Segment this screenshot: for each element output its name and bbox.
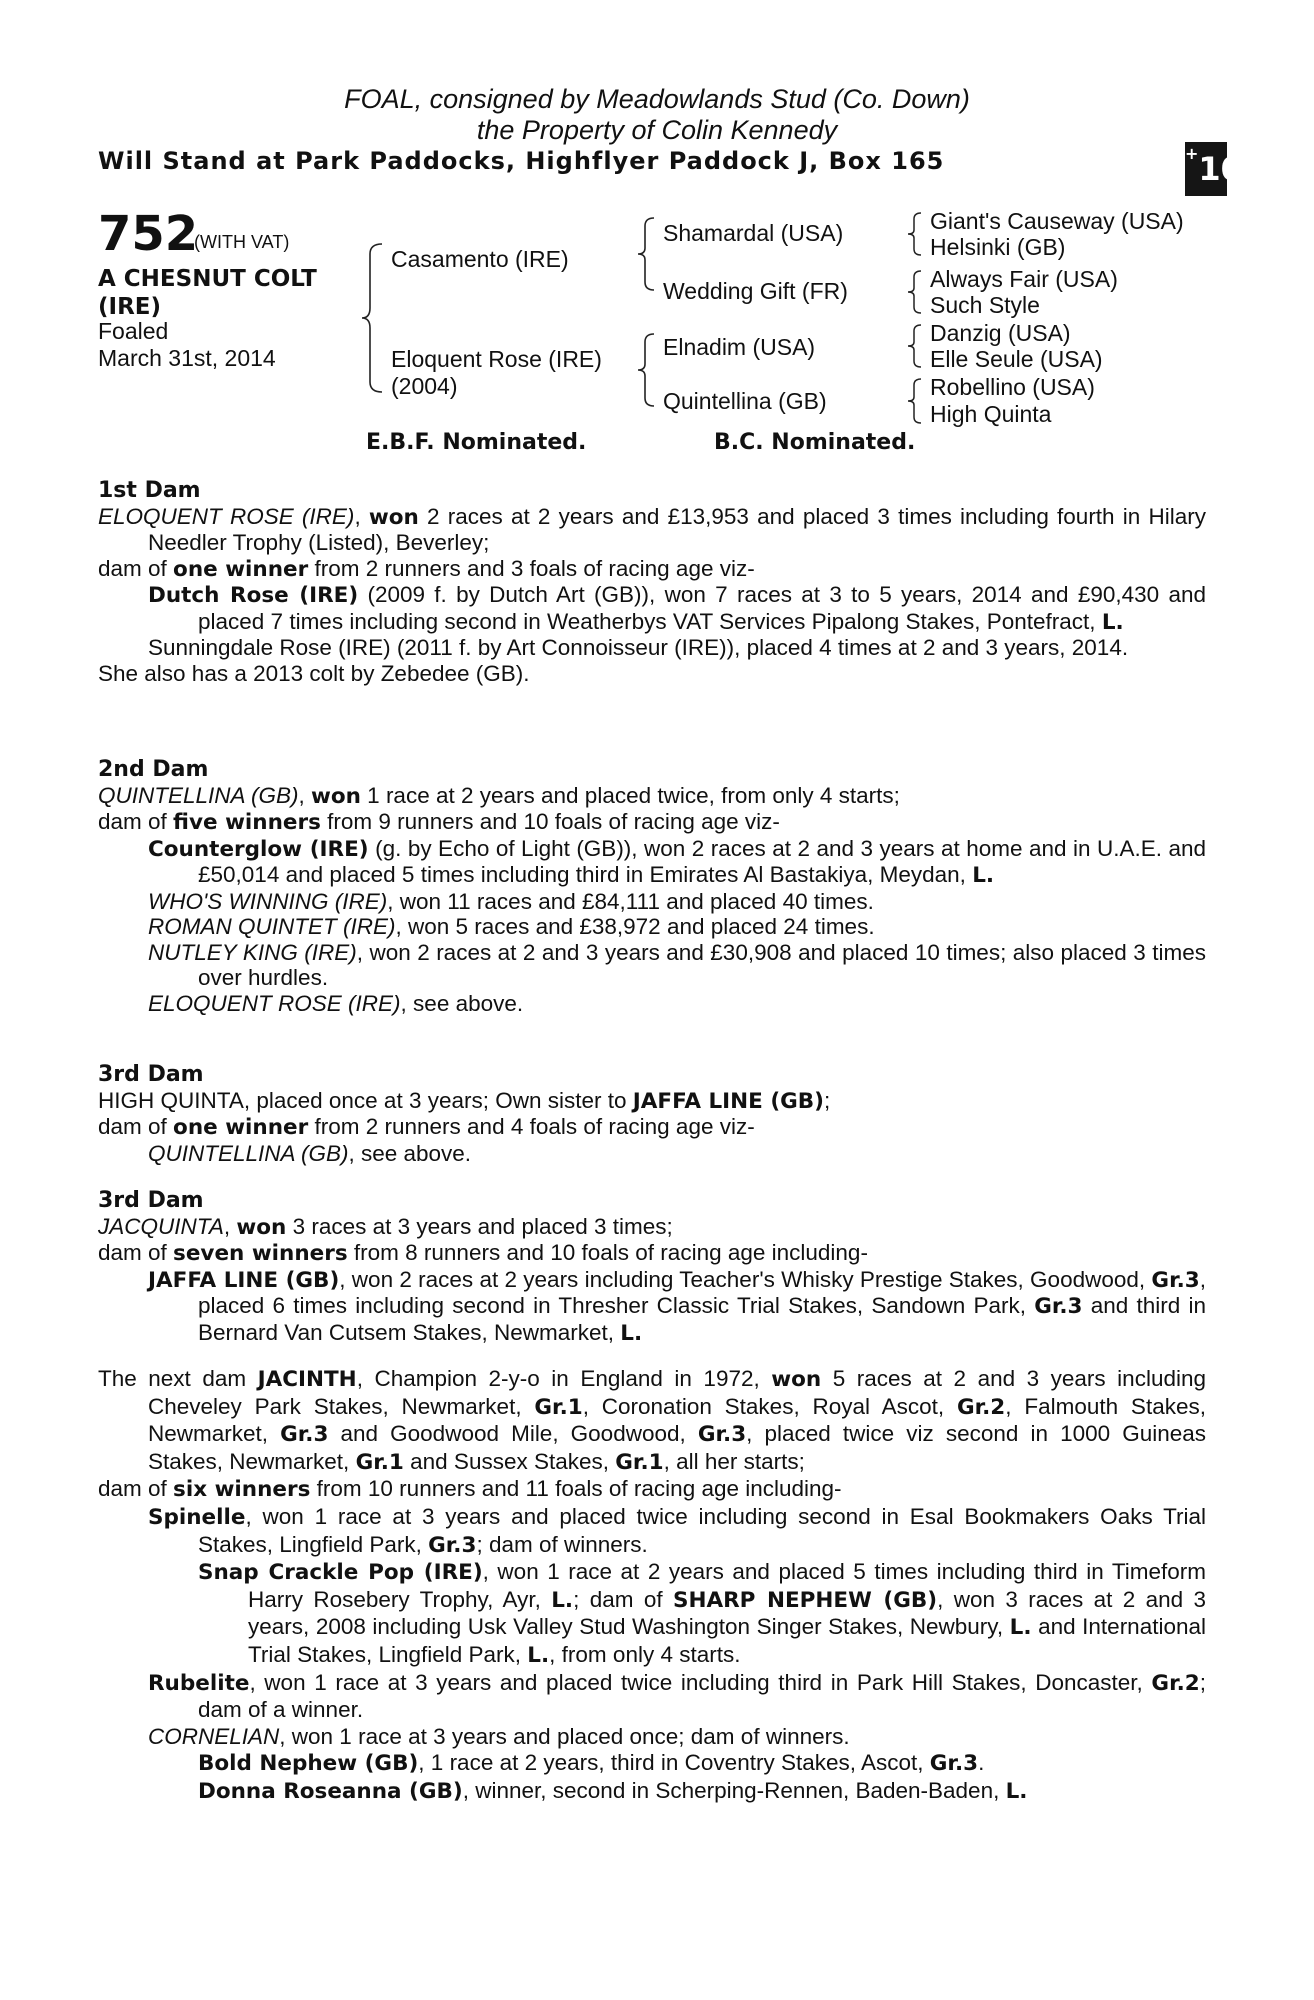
produce-text: from 9 runners and 10 foals of racing age viz- — [320, 809, 780, 834]
dam-record-text: 2 races at 2 years and £13,953 and placed 3 times including fourth in Hilary Needler Trophy (Listed), Beverley; — [148, 503, 1206, 555]
progeny-text: . — [978, 1750, 985, 1776]
second-dam-produce — [98, 809, 1206, 836]
won-label: won — [368, 504, 419, 530]
grade: Gr.3 — [1034, 1294, 1083, 1319]
dam-record-text: 1 race at 2 years and placed twice, from only 4 starts; — [360, 782, 900, 808]
grade: L. — [551, 1587, 574, 1613]
grade: L. — [1009, 1615, 1032, 1641]
damof-label: dam of — [98, 1114, 174, 1139]
dam-year: (2004) — [391, 373, 458, 399]
progeny-entry — [98, 1267, 1206, 1347]
progeny-text: , won 11 races and £84,111 and placed 40 times. — [387, 888, 874, 914]
second-dam-section — [98, 757, 1206, 1016]
dam-sire-dam: Elle Seule (USA) — [930, 346, 1103, 372]
progeny-text: and International Trial Stakes, Lingfield Park, — [248, 1614, 1206, 1667]
third-dam-section-a — [98, 1062, 1206, 1166]
progeny-name: Snap Crackle Pop (IRE) — [198, 1560, 483, 1586]
second-dam-record: QUINTELLINA (GB), won 1 race at 2 years and placed twice, from only 4 starts; — [98, 782, 900, 809]
dam-dam-sire: Robellino (USA) — [930, 374, 1095, 400]
punct: ; — [824, 1087, 831, 1113]
progeny-text: , won 1 race at 3 years and placed once; dam of winners. — [279, 1723, 850, 1749]
dam-name: JACQUINTA — [98, 1213, 224, 1239]
dam: Eloquent Rose (IRE) — [391, 346, 602, 372]
progeny-text: , winner, second in Scherping-Rennen, Baden-Baden, — [462, 1777, 1006, 1803]
progeny-text: , won 1 race at 3 years and placed twice including second in Esal Bookmakers Oaks Trial Stakes, Lingfield Park, — [198, 1503, 1206, 1557]
progeny-name: Donna Roseanna (GB) — [198, 1778, 463, 1804]
sd-brace — [906, 268, 926, 316]
progeny-entry — [98, 889, 1206, 915]
progeny-text: , see above. — [400, 990, 524, 1016]
ebf-nominated: E.B.F. Nominated. — [366, 430, 587, 455]
progeny-entry — [98, 1504, 1206, 1559]
grade: Gr.3 — [1151, 1267, 1200, 1293]
progeny-entry — [98, 1141, 1206, 1167]
grade: L. — [1101, 609, 1124, 635]
dam-name: ELOQUENT ROSE (IRE) — [98, 503, 355, 529]
produce-text: from 10 runners and 11 foals of racing age including- — [310, 1476, 842, 1502]
dam-sire: Elnadim (USA) — [663, 334, 816, 360]
progeny-name: QUINTELLINA (GB) — [148, 1140, 349, 1166]
lot-number: 752 — [98, 206, 199, 262]
progeny-entry — [98, 582, 1206, 635]
sire-dam-dam: Such Style — [930, 292, 1040, 318]
grade: Gr.3 — [280, 1422, 329, 1448]
intro: The next dam — [98, 1366, 258, 1391]
next-dam-section — [98, 1366, 1206, 1806]
plus-ten-badge — [1185, 142, 1243, 196]
progeny-text: , see above. — [348, 1140, 472, 1166]
badge-mark: + — [1185, 144, 1199, 163]
sire-sire-sire: Giant's Causeway (USA) — [930, 208, 1184, 234]
grade: Gr.1 — [534, 1394, 583, 1420]
text: , placed twice viz second in 1000 Guineas Stakes, Newmarket, — [148, 1421, 1207, 1474]
header-line-3: Will Stand at Park Paddocks, Highflyer Paddock J, Box 165 — [98, 147, 945, 175]
sire-sire: Shamardal (USA) — [663, 220, 844, 246]
grade: Gr.1 — [355, 1449, 404, 1475]
progeny-name: Counterglow (IRE) — [148, 836, 369, 862]
text: and Goodwood Mile, Goodwood, — [328, 1421, 698, 1447]
progeny-text: , 1 race at 2 years, third in Coventry Stakes, Ascot, — [418, 1750, 930, 1776]
grade: L. — [1005, 1778, 1028, 1804]
winners-count: five winners — [173, 810, 321, 835]
sister-name: JAFFA LINE (GB) — [632, 1088, 825, 1114]
progeny-text: ; dam of a winner. — [198, 1669, 1206, 1723]
dam-name: JACINTH — [257, 1367, 357, 1392]
text: 5 races at 2 and 3 years including Cheveley Park Stakes, Newmarket, — [148, 1366, 1206, 1419]
lot-desc-2: (IRE) — [98, 294, 162, 320]
badge-number: 10 — [1198, 150, 1243, 188]
won-label: won — [236, 1214, 287, 1240]
progeny-name: Bold Nephew (GB) — [198, 1751, 419, 1777]
sire-dam: Wedding Gift (FR) — [663, 278, 848, 304]
winners-count: seven winners — [173, 1241, 348, 1266]
produce-text: from 2 runners and 3 foals of racing age viz- — [308, 555, 755, 581]
lot-description — [98, 265, 317, 321]
grand-progeny-entry — [98, 1750, 1206, 1778]
dam-dam: Quintellina (GB) — [663, 388, 827, 414]
first-dam-produce — [98, 556, 1206, 583]
won-label: won — [771, 1367, 822, 1392]
dam-name: QUINTELLINA (GB) — [98, 782, 299, 808]
dam-brace — [636, 330, 660, 410]
text: , Coronation Stakes, Royal Ascot, — [582, 1393, 957, 1419]
progeny-text: , won 1 race at 2 years and placed 5 times including third in Timeform Harry Rosebery Trophy, Ayr, — [248, 1559, 1207, 1612]
progeny-entry — [98, 914, 1206, 940]
text: and Sussex Stakes, — [403, 1448, 616, 1474]
damof-label: dam of — [98, 555, 174, 581]
first-dam-heading: 1st Dam — [98, 478, 201, 503]
progeny-text: , won 3 races at 2 and 3 years, 2008 including Usk Valley Stud Washington Singer Stakes, Newbury, — [248, 1586, 1207, 1640]
progeny-text: , won 2 races at 2 years including Teacher's Whisky Prestige Stakes, Goodwood, — [339, 1266, 1152, 1292]
winners-count: one winner — [173, 556, 309, 582]
progeny-name: JAFFA LINE (GB) — [148, 1267, 340, 1293]
third-dam-section-b — [98, 1188, 1206, 1346]
progeny-name: Dutch Rose (IRE) — [148, 583, 359, 608]
damof-label: dam of — [98, 809, 174, 834]
progeny-text: , won 1 race at 3 years and placed twice including third in Park Hill Stakes, Doncaster, — [249, 1669, 1152, 1695]
progeny-entry — [98, 1724, 1206, 1751]
progeny-name: Spinelle — [148, 1504, 246, 1530]
dam-sire-sire: Danzig (USA) — [930, 320, 1071, 346]
progeny-name: WHO'S WINNING (IRE) — [148, 888, 388, 914]
winners-count: six winners — [173, 1477, 311, 1503]
progeny-text: , won 5 races and £38,972 and placed 24 times. — [395, 914, 875, 939]
progeny-text: and third in Bernard Van Cutsem Stakes, Newmarket, — [198, 1293, 1207, 1345]
progeny-text: , from only 4 starts. — [549, 1641, 741, 1667]
first-dam-record: ELOQUENT ROSE (IRE), won 2 races at 2 years and £13,953 and placed 3 times including fourth in Hilary Needler Trophy (Listed), Beverley; — [98, 503, 1206, 555]
grand-progeny-entry — [98, 1778, 1206, 1806]
grade: Gr.3 — [929, 1751, 979, 1777]
grade: Gr.2 — [1151, 1670, 1200, 1696]
third-dam-record — [98, 1088, 1206, 1115]
sire-dam-sire: Always Fair (USA) — [930, 266, 1118, 292]
third-dam-produce — [98, 1114, 1206, 1141]
progeny-entry — [98, 635, 1206, 661]
text: , all her starts; — [663, 1448, 805, 1474]
next-dam-record — [98, 1366, 1206, 1476]
progeny-entry — [98, 836, 1206, 889]
dam-dam-dam: High Quinta — [930, 401, 1052, 427]
foaled-date: March 31st, 2014 — [98, 345, 276, 371]
progeny-text: , placed 6 times including second in Thresher Classic Trial Stakes, Sandown Park, — [198, 1266, 1206, 1318]
dam-record-text: 3 races at 3 years and placed 3 times; — [286, 1213, 673, 1239]
sire: Casamento (IRE) — [391, 246, 569, 272]
third-dam-produce — [98, 1240, 1206, 1267]
vat-label: (WITH VAT) — [194, 232, 290, 252]
grade: L. — [527, 1642, 550, 1668]
sire-sire-dam: Helsinki (GB) — [930, 234, 1066, 260]
progeny-name: CORNELIAN — [148, 1723, 280, 1749]
progeny-entry — [98, 991, 1206, 1017]
progeny-entry — [98, 940, 1206, 991]
produce-text: from 8 runners and 10 foals of racing age including- — [347, 1240, 868, 1265]
dd-brace — [906, 376, 926, 426]
grade: Gr.2 — [956, 1394, 1006, 1420]
first-dam-section — [98, 478, 1206, 686]
text: , Champion 2-y-o in England in 1972, — [356, 1366, 772, 1391]
dam-record-text: HIGH QUINTA, placed once at 3 years; Own sister to — [98, 1087, 633, 1113]
grade: Gr.3 — [428, 1532, 477, 1558]
grade: Gr.3 — [697, 1422, 747, 1448]
second-dam-heading: 2nd Dam — [98, 757, 209, 782]
grade: L. — [620, 1320, 643, 1346]
header-line-2: the Property of Colin Kennedy — [476, 115, 838, 145]
grand-progeny-entry — [98, 1559, 1206, 1669]
progeny-text: , won 2 races at 2 and 3 years and £30,908 and placed 10 times; also placed 3 times over hurdles. — [198, 939, 1206, 990]
grade: L. — [972, 863, 995, 888]
third-dam-heading: 3rd Dam — [98, 1062, 204, 1087]
text: , Falmouth Stakes, Newmarket, — [148, 1393, 1206, 1447]
progeny-name: ROMAN QUINTET (IRE) — [148, 914, 396, 939]
won-label: won — [310, 783, 361, 809]
header-line-1: FOAL, consigned by Meadowlands Stud (Co. Down) — [344, 84, 970, 114]
lot-desc-1: A CHESNUT COLT — [98, 266, 317, 292]
progeny-text: (2009 f. by Dutch Art (GB)), won 7 races at 3 to 5 years, 2014 and £90,430 and placed 7 times including second in Weatherbys VAT Services Pipalong Stakes, Pontefract, — [198, 582, 1206, 634]
pedigree-main-brace — [360, 218, 390, 398]
third-dam-heading: 3rd Dam — [98, 1188, 204, 1213]
progeny-text: Sunningdale Rose (IRE) (2011 f. by Art Connoisseur (IRE)), placed 4 times at 2 and 3 years, 2014. — [148, 635, 1129, 660]
damof-label: dam of — [98, 1476, 174, 1502]
damof-label: dam of — [98, 1240, 174, 1265]
third-dam-record: JACQUINTA, won 3 races at 3 years and placed 3 times; — [98, 1213, 673, 1240]
produce-text: from 2 runners and 4 foals of racing age viz- — [308, 1114, 755, 1139]
progeny-entry — [98, 1670, 1206, 1724]
progeny-text: ; dam of winners. — [476, 1531, 648, 1557]
progeny-name: ELOQUENT ROSE (IRE) — [148, 990, 401, 1016]
grade: Gr.1 — [615, 1449, 664, 1475]
progeny-text: ; dam of — [573, 1586, 673, 1612]
progeny-name: NUTLEY KING (IRE) — [148, 939, 357, 965]
winners-count: one winner — [173, 1115, 309, 1140]
progeny-name: Rubelite — [148, 1670, 250, 1696]
progeny-name: SHARP NEPHEW (GB) — [672, 1587, 938, 1613]
ds-brace — [906, 322, 926, 370]
also-note: She also has a 2013 colt by Zebedee (GB). — [98, 660, 530, 686]
foaled-label: Foaled — [98, 318, 169, 344]
sire-brace — [636, 214, 660, 294]
bc-nominated: B.C. Nominated. — [714, 430, 916, 455]
ss-brace — [906, 210, 926, 258]
progeny-text: (g. by Echo of Light (GB)), won 2 races at 2 and 3 years at home and in U.A.E. and £50,014 and placed 5 times including third in Emirates Al Bastakiya, Meydan, — [198, 835, 1206, 887]
next-dam-produce — [98, 1476, 1206, 1504]
foaled-info — [98, 318, 276, 372]
